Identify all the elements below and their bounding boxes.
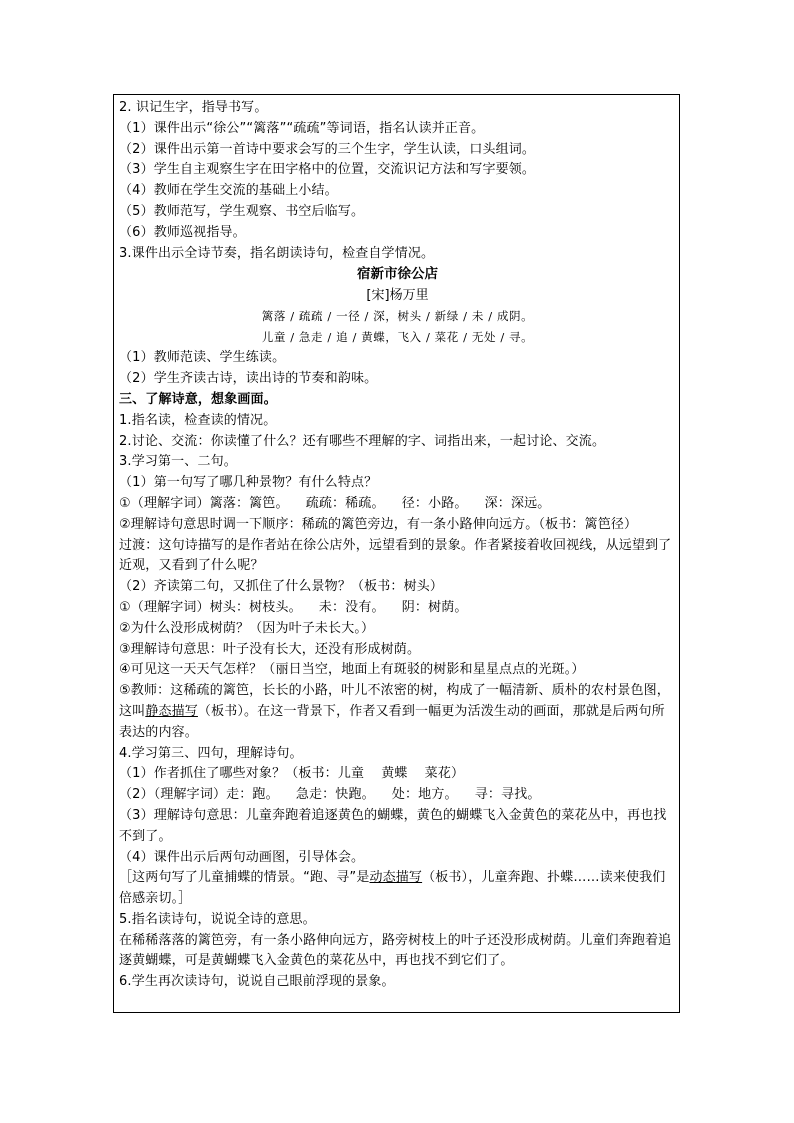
step-2-item-6: （6）教师巡视指导。 — [119, 224, 246, 240]
step-4-item-1: （1）作者抓住了哪些对象？（板书：儿童 黄蝶 菜花） — [119, 766, 465, 782]
section-3-line-8: （2）齐读第二句，又抓住了什么景物？（板书：树头） — [119, 579, 444, 595]
section-3-line-6: ②理解诗句意思时调一下顺序：稀疏的篱笆旁边，有一条小路伸向远方。（板书：篱笆径） — [119, 516, 638, 532]
teacher-summary-paragraph — [119, 681, 676, 743]
static-description-term: 静态描写 — [145, 703, 198, 719]
section-3-line-4: （1）第一句写了哪几种景物？有什么特点？ — [119, 475, 378, 491]
step-2-item-2: （2）课件出示第一首诗中要求会写的三个生字，学生认读，口头组词。 — [119, 141, 536, 157]
section-3-line-2: 2.讨论、交流：你读懂了什么？还有哪些不理解的字、词指出来，一起讨论、交流。 — [119, 433, 606, 449]
step-2-item-3: （3）学生自主观察生字在田字格中的位置，交流识记方法和写字要领。 — [119, 162, 536, 178]
after-poem-1: （1）教师范读、学生练读。 — [119, 350, 286, 366]
step-4-heading: 4.学习第三、四句，理解诗句。 — [119, 745, 303, 761]
dynamic-text-after: （板书），儿童奔跑、扑蝶……读来使我们倍感亲切。］ — [119, 870, 666, 907]
poem-line-1: 篱落 / 疏疏 / 一径 / 深，树头 / 新绿 / 未 / 成阴。 — [261, 309, 534, 324]
section-3-line-3: 3.学习第一、二句。 — [119, 454, 237, 470]
step-4-item-3: （3）理解诗句意思：儿童奔跑着追逐黄色的蝴蝶，黄色的蝴蝶飞入金黄色的菜花丛中，再也找不到了。 — [119, 807, 667, 844]
step-4-item-2: （2）（理解字词）走：跑。 急走：快跑。 处：地方。 寻：寻找。 — [119, 787, 541, 803]
step-6-heading: 6.学生再次读诗句，说说自己眼前浮现的景象。 — [119, 974, 395, 990]
poem-line-2: 儿童 / 急走 / 追 / 黄蝶，飞入 / 菜花 / 无处 / 寻。 — [261, 330, 534, 345]
summary-text-before: ⑤教师：这稀疏的篱笆，长长的小路，叶儿不浓密的树，构成了一幅清新、质朴的农村景色图，这叫 — [119, 683, 670, 719]
step-2-item-4: （4）教师在学生交流的基础上小结。 — [119, 183, 338, 199]
dynamic-description-term: 动态描写 — [369, 870, 423, 886]
after-poem-2: （2）学生齐读古诗，读出诗的节奏和韵味。 — [119, 371, 378, 387]
poem-title: 宿新市徐公店 — [357, 266, 438, 283]
section-3-line-12: ④可见这一天天气怎样？（丽日当空，地面上有斑驳的树影和星星点点的光斑。） — [119, 662, 585, 678]
summary-text-after: （板书）。在这一背景下，作者又看到一幅更为活泼生动的画面，那就是后两句所表达的内容。 — [119, 703, 665, 740]
step-3-heading: 3.课件出示全诗节奏，指名朗读诗句，检查自学情况。 — [119, 245, 435, 261]
section-3-line-11: ③理解诗句意思：叶子没有长大，还没有形成树荫。 — [119, 641, 421, 657]
step-2-item-5: （5）教师范写，学生观察、书空后临写。 — [119, 203, 365, 219]
step-2-item-1: （1）课件出示“徐公”“篱落”“疏疏”等词语，指名认读并正音。 — [119, 120, 485, 136]
section-3-line-1: 1.指名读，检查读的情况。 — [119, 412, 277, 428]
lesson-plan-cell — [113, 94, 680, 1013]
step-2-heading: 2. 识记生字，指导书写。 — [119, 100, 268, 115]
step-4-item-4: （4）课件出示后两句动画图，引导体会。 — [119, 849, 365, 865]
section-3-line-10: ②为什么没形成树荫？（因为叶子未长大。） — [119, 620, 375, 636]
section-3-heading: 三、了解诗意，想象画面。 — [119, 391, 277, 407]
dynamic-description-paragraph — [119, 868, 676, 910]
section-3-line-9: ①（理解字词）树头：树枝头。 未：没有。 阴：树荫。 — [119, 599, 468, 615]
step-5-heading: 5.指名读诗句，说说全诗的意思。 — [119, 911, 316, 927]
poem-meaning-paragraph: 在稀稀落落的篱笆旁，有一条小路伸向远方，路旁树枝上的叶子还没形成树荫。儿童们奔跑着追逐黄蝴蝶，可是黄蝴蝶飞入金黄色的菜花丛中，再也找不到它们了。 — [119, 932, 672, 969]
poem-author: [宋]杨万里 — [366, 288, 429, 304]
dynamic-text-before: ［这两句写了儿童捕蝶的情景。“跑、寻”是 — [119, 870, 370, 886]
section-3-line-5: ①（理解字词）篱落：篱笆。 疏疏：稀疏。 径：小路。 深：深远。 — [119, 495, 551, 511]
transition-paragraph: 过渡：这句诗描写的是作者站在徐公店外，远望看到的景象。作者紧接着收回视线，从远望到了近观，又看到了什么呢？ — [119, 537, 672, 574]
